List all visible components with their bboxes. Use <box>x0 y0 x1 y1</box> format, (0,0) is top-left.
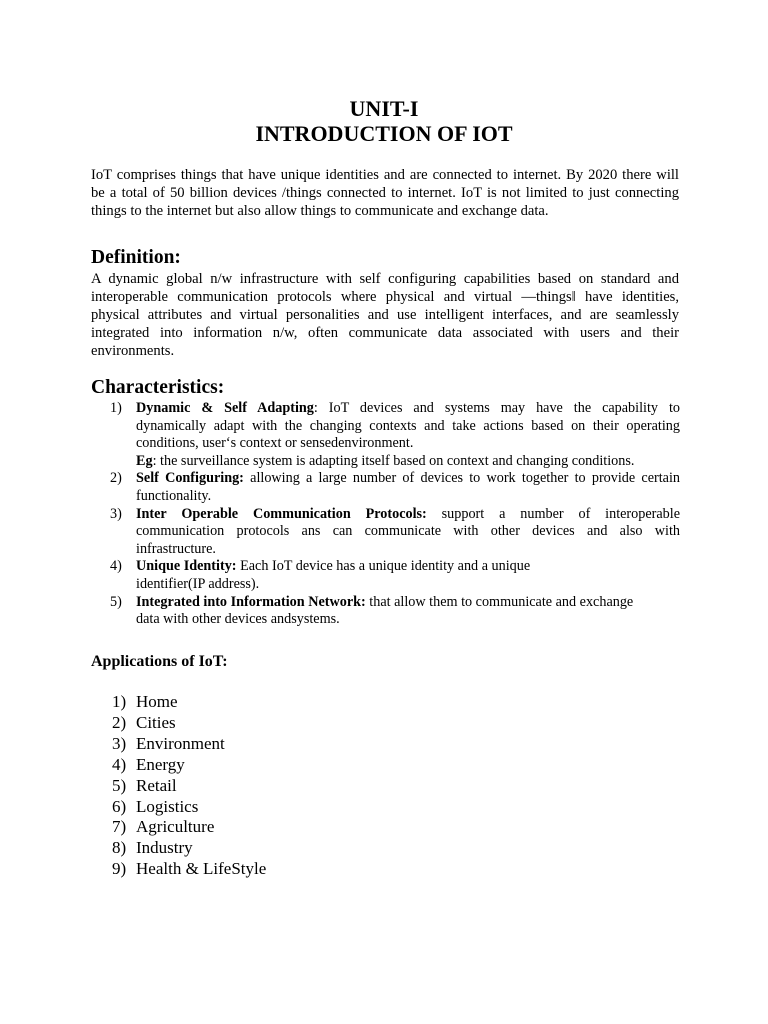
intro-line: be a total of 50 billion devices /things connected to internet. IoT is not limited to just connecting <box>91 185 679 201</box>
list-item-body <box>136 470 680 505</box>
application-label: Industry <box>136 838 193 858</box>
application-label: Energy <box>136 754 185 774</box>
term-label: Unique Identity: <box>136 558 237 575</box>
definition-line: physical attributes and virtual personalities and use intelligent interfaces, and are seamlessly <box>91 307 679 323</box>
list-item-line: identifier(IP address). <box>136 575 260 592</box>
list-item <box>112 713 266 734</box>
list-item <box>110 506 680 559</box>
list-number: 7) <box>112 817 127 837</box>
list-item-line <box>136 470 680 488</box>
list-item-line <box>136 558 680 576</box>
list-item <box>110 594 680 629</box>
example-text: : the surveillance system is adapting itself based on context and changing conditions. <box>152 452 635 469</box>
list-item-body <box>136 558 680 593</box>
intro-paragraph <box>91 166 679 220</box>
list-number: 2) <box>110 470 122 487</box>
term-description: : IoT devices and systems may have the capability to <box>313 400 680 416</box>
application-label: Home <box>136 692 178 711</box>
list-number: 6) <box>112 796 127 816</box>
list-number: 1) <box>110 400 122 416</box>
list-number: 9) <box>112 859 127 879</box>
definition-paragraph <box>91 270 679 360</box>
list-item-line <box>136 594 680 612</box>
list-item <box>110 470 680 505</box>
application-label: Environment <box>136 733 225 753</box>
list-item-body <box>136 400 680 470</box>
unit-title: UNIT-I <box>349 96 419 121</box>
list-item <box>112 817 266 838</box>
list-number: 3) <box>110 505 122 522</box>
example-label: Eg <box>136 452 153 469</box>
list-item-line: communication protocols ans can communicate with other devices and also with <box>136 523 680 540</box>
list-item-line: data with other devices andsystems. <box>136 611 340 628</box>
list-item <box>112 797 266 818</box>
list-item <box>110 400 680 470</box>
list-item-line: infrastructure. <box>136 540 216 557</box>
list-item <box>112 838 266 859</box>
list-item <box>110 558 680 593</box>
term-label: Dynamic & Self Adapting <box>136 400 314 416</box>
list-item-body <box>136 594 680 629</box>
intro-line: IoT comprises things that have unique identities and are connected to internet. By 2020 there will <box>91 167 679 183</box>
list-item <box>112 692 266 713</box>
applications-list <box>112 692 266 880</box>
applications-heading: Applications of IoT: <box>91 653 228 670</box>
list-number: 5) <box>110 593 122 610</box>
list-item-line: functionality. <box>136 487 212 504</box>
application-label: Agriculture <box>136 817 215 837</box>
list-item-body <box>136 506 680 559</box>
list-item <box>112 859 266 880</box>
intro-line: things to the internet but also allow things to communicate and exchange data. <box>91 203 549 219</box>
list-number: 5) <box>112 775 127 795</box>
list-item <box>112 755 266 776</box>
term-label: Integrated into Information Network: <box>136 593 366 610</box>
term-description: allowing a large number of devices to work together to provide certain <box>243 470 681 487</box>
application-label: Health & LifeStyle <box>136 859 267 879</box>
list-item-line: conditions, user‘s context or sensedenvironment. <box>136 435 414 452</box>
list-item-line: dynamically adapt with the changing contexts and take actions based on their operating <box>136 417 680 434</box>
list-number: 4) <box>112 754 127 774</box>
list-item <box>112 734 266 755</box>
term-label: Inter Operable Communication Protocols: <box>136 505 427 522</box>
list-item <box>112 776 266 797</box>
list-item-line <box>136 506 680 524</box>
list-item-line <box>136 400 680 418</box>
list-number: 8) <box>112 838 127 858</box>
term-description: that allow them to communicate and exchange <box>365 593 634 610</box>
term-label: Self Configuring: <box>136 470 244 487</box>
definition-line: A dynamic global n/w infrastructure with self configuring capabilities based on standard and <box>91 271 679 287</box>
application-label: Logistics <box>136 796 199 816</box>
list-number: 1) <box>112 692 127 711</box>
application-label: Retail <box>136 775 177 795</box>
chapter-title: INTRODUCTION OF IOT <box>255 121 513 146</box>
example-line <box>136 453 680 471</box>
list-number: 3) <box>112 733 127 753</box>
definition-line: integrated into information n/w, often communicate data associated with users and their <box>91 325 679 341</box>
term-description: Each IoT device has a unique identity and a unique <box>236 558 531 575</box>
characteristics-list <box>110 400 680 629</box>
definition-line: interoperable communication protocols where physical and virtual ―thingsǁ have identities, <box>91 289 679 305</box>
application-label: Cities <box>136 712 176 732</box>
term-description: support a number of interoperable <box>426 505 681 522</box>
characteristics-heading: Characteristics: <box>91 377 225 398</box>
definition-heading: Definition: <box>91 247 181 268</box>
list-number: 4) <box>110 558 122 575</box>
definition-line: environments. <box>91 343 175 359</box>
list-number: 2) <box>112 712 127 732</box>
